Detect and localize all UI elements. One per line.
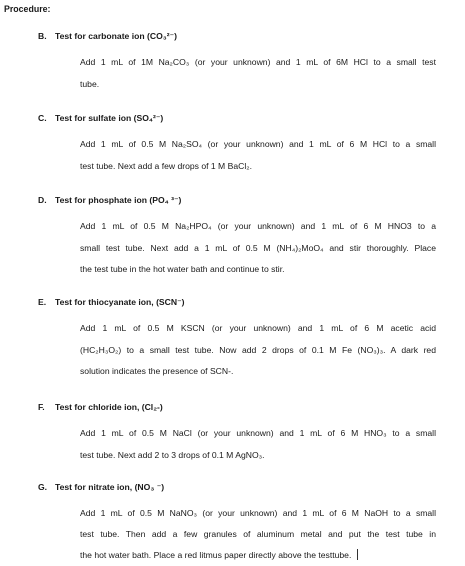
section-heading [38,401,448,413]
section-letter: G. [38,482,48,492]
section-heading [38,194,448,206]
section-body [80,134,436,177]
section-title: Test for sulfate ion (SO₄²⁻) [55,113,164,123]
body-line: (HC₂H₃O₂) to a small test tube. Now add 2 drops of 0.1 M Fe (NO₃)₃. A dark red [80,344,436,355]
section-title: Test for nitrate ion, (NO₃ ⁻) [55,482,165,492]
body-line: Add 1 mL of 0.5 M NaCl (or your unknown) and 1 mL of 6 M HNO₃ to a small [80,428,436,438]
body-line: Add 1 mL of 0.5 M Na₂SO₄ (or your unknown) and 1 mL of 6 M HCl to a small [80,139,436,149]
section-body [80,318,436,383]
text-cursor [357,549,358,560]
section-letter: C. [38,113,47,123]
section-nitrate [38,481,448,566]
section-body [80,503,436,566]
body-line: test tube. Then add a few granules of aluminum metal and put the test tube in [80,529,436,539]
section-letter: E. [38,297,47,307]
section-sulfate [38,112,448,177]
page-title: Procedure: [4,4,51,14]
body-line: Add 1 mL of 0.5 M KSCN (or your unknown) and 1 mL of 6 M acetic acid [80,323,436,333]
section-letter: F. [38,402,45,412]
body-line-with-cursor[interactable] [80,545,436,566]
section-title: Test for chloride ion, (Cl₂-) [55,402,163,412]
section-chloride [38,401,448,466]
section-body [80,216,436,281]
section-title: Test for phosphate ion (PO₄ ³⁻) [55,195,182,205]
body-line: tube. [80,78,100,89]
section-letter: D. [38,195,47,205]
section-phosphate [38,194,448,281]
section-heading [38,112,448,124]
section-body [80,52,436,95]
body-line: test tube. Next add 2 to 3 drops of 0.1 M AgNO₃. [80,449,265,460]
section-heading [38,481,448,493]
body-line: Add 1 mL of 0.5 M Na₂HPO₄ (or your unknown) and 1 mL of 6 M HNO3 to a [80,221,436,231]
section-title: Test for thiocyanate ion, (SCN⁻) [55,297,185,307]
body-line: test tube. Next add a few drops of 1 M BaCl₂. [80,160,252,171]
section-carbonate [38,30,448,95]
body-line: solution indicates the presence of SCN-. [80,366,234,376]
body-line: Add 1 mL of 1M Na₂CO₃ (or your unknown) and 1 mL of 6M HCl to a small test [80,57,436,67]
section-body [80,423,436,466]
section-heading [38,296,448,308]
section-title: Test for carbonate ion (CO₃²⁻) [55,31,177,41]
body-line: the hot water bath. Place a red litmus paper directly above the testtube. [80,550,352,560]
section-thiocyanate [38,296,448,383]
body-line: the test tube in the hot water bath and continue to stir. [80,264,285,274]
section-letter: B. [38,31,47,41]
body-line: small test tube. Next add a 1 mL of 0.5 M (NH₄)₂MoO₄ and stir thoroughly. Place [80,242,436,253]
body-line: Add 1 mL of 0.5 M NaNO₃ (or your unknown) and 1 mL of 6 M NaOH to a small [80,508,436,518]
section-heading [38,30,448,42]
